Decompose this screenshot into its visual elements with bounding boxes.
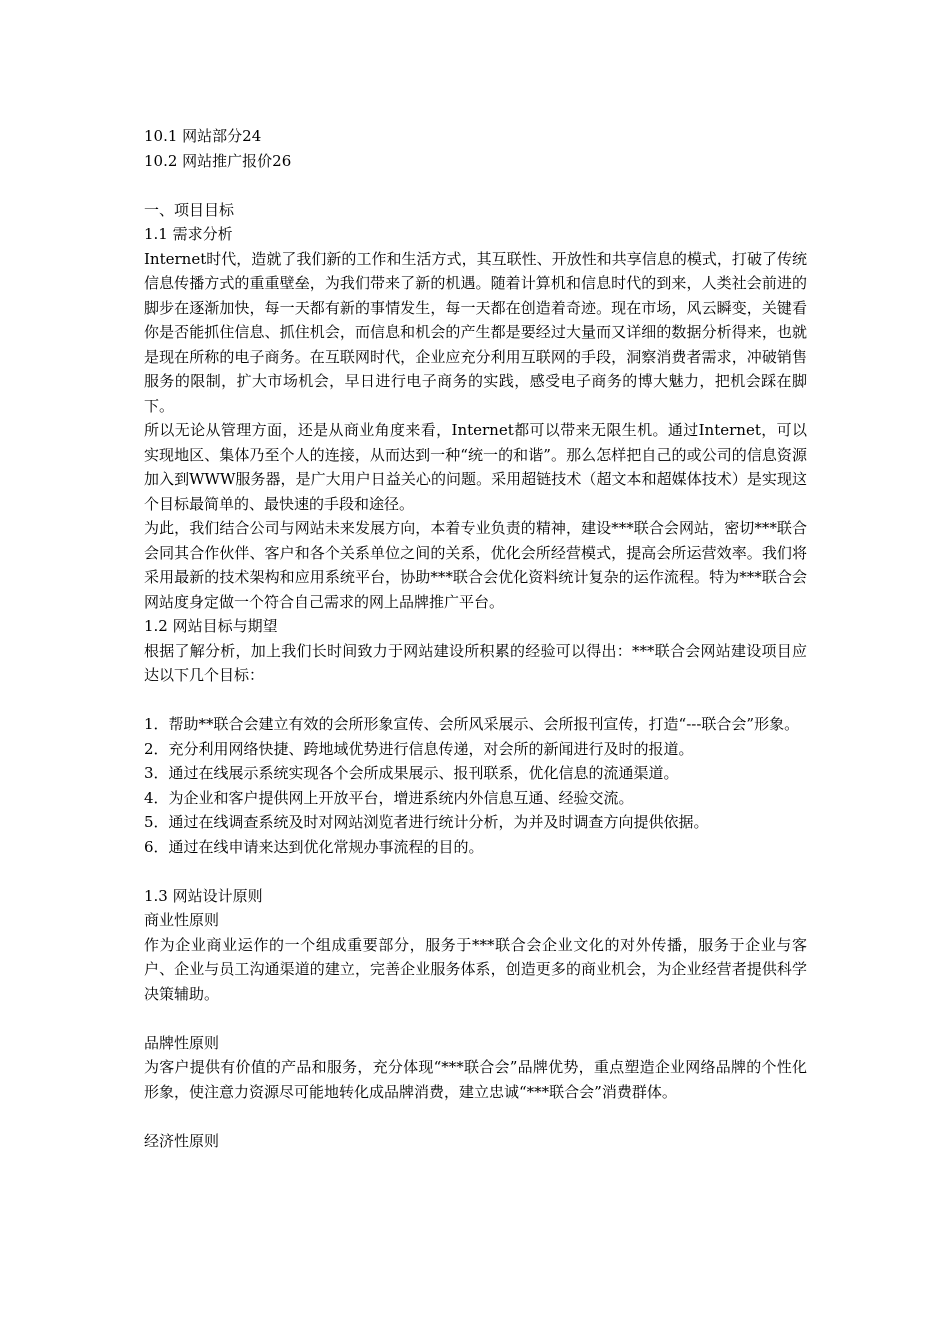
spacer — [144, 1006, 807, 1031]
spacer — [144, 859, 807, 884]
goal-item: 3．通过在线展示系统实现各个会所成果展示、报刊联系，优化信息的流通渠道。 — [144, 764, 679, 782]
paragraph: 根据了解分析，加上我们长时间致力于网站建设所积累的经验可以得出：***联合会网站建设项目应达以下几个目标： — [144, 641, 807, 684]
spacer — [144, 173, 807, 198]
section-heading: 一、项目目标 — [144, 200, 235, 219]
subsection-heading: 1.2 网站目标与期望 — [144, 617, 278, 635]
principle-body: 作为企业商业运作的一个组成重要部分，服务于***联合会企业文化的对外传播，服务于企业与客户、企业与员工沟通渠道的建立，完善企业服务体系，创造更多的商业机会，为企业经营者提供科学决策辅助。 — [144, 935, 807, 1003]
principle-title: 经济性原则 — [144, 1131, 220, 1150]
subsection-heading: 1.3 网站设计原则 — [144, 886, 263, 905]
paragraph: 为此，我们结合公司与网站未来发展方向，本着专业负责的精神，建设***联合会网站，密切***联合会同其合作伙伴、客户和各个关系单位之间的关系，优化会所经营模式，提高会所运营效率。我们将采用最新的技术架构和应用系统平台，协助***联合会优化资料统计复杂的运作流程。特为***联合会网站度身定做一个符合自己需求的网上品牌推广平台。 — [144, 519, 807, 611]
paragraph: 所以无论从管理方面，还是从商业角度来看，Internet都可以带来无限生机。通过Internet，可以实现地区、集体乃至个人的连接，从而达到一种“统一的和谐”。那么怎样把自己的或公司的信息资源加入到WWW服务器，是广大用户日益关心的问题。采用超链技术（超文本和超媒体技术）是实现这个目标最简单的、最快速的手段和途径。 — [144, 421, 807, 513]
toc-entry: 10.2 网站推广报价26 — [144, 151, 292, 170]
goal-item: 5．通过在线调查系统及时对网站浏览者进行统计分析，为并及时调查方向提供依据。 — [144, 813, 709, 831]
goal-item: 6．通过在线申请来达到优化常规办事流程的目的。 — [144, 837, 484, 856]
toc-entry: 10.1 网站部分24 — [144, 127, 262, 145]
subsection-heading: 1.1 需求分析 — [144, 225, 233, 243]
goal-item: 2．充分利用网络快捷、跨地域优势进行信息传递，对会所的新闻进行及时的报道。 — [144, 739, 694, 758]
goal-item: 1．帮助**联合会建立有效的会所形象宣传、会所风采展示、会所报刊宣传，打造“---联合会”形象。 — [144, 715, 800, 733]
paragraph: Internet时代，造就了我们新的工作和生活方式，其互联性、开放性和共享信息的模式，打破了传统信息传播方式的重重壁垒，为我们带来了新的机遇。随着计算机和信息时代的到来，人类社会前进的脚步在逐渐加快，每一天都有新的事情发生，每一天都在创造着奇迹。现在市场，风云瞬变，关键看你是否能抓住信息、抓住机会，而信息和机会的产生都是要经过大量而又详细的数据分析得来，也就是现在所称的电子商务。在互联网时代，企业应充分利用互联网的手段，洞察消费者需求，冲破销售服务的限制，扩大市场机会，早日进行电子商务的实践，感受电子商务的博大魅力，把机会踩在脚下。 — [144, 249, 807, 415]
document-page — [144, 124, 807, 1153]
principle-title: 商业性原则 — [144, 911, 220, 929]
spacer — [144, 1104, 807, 1129]
goal-item: 4．为企业和客户提供网上开放平台，增进系统内外信息互通、经验交流。 — [144, 788, 634, 807]
principle-body: 为客户提供有价值的产品和服务，充分体现“***联合会”品牌优势，重点塑造企业网络品牌的个性化形象，使注意力资源尽可能地转化成品牌消费，建立忠诚“***联合会”消费群体。 — [144, 1058, 807, 1101]
spacer — [144, 688, 807, 713]
principle-title: 品牌性原则 — [144, 1033, 220, 1052]
